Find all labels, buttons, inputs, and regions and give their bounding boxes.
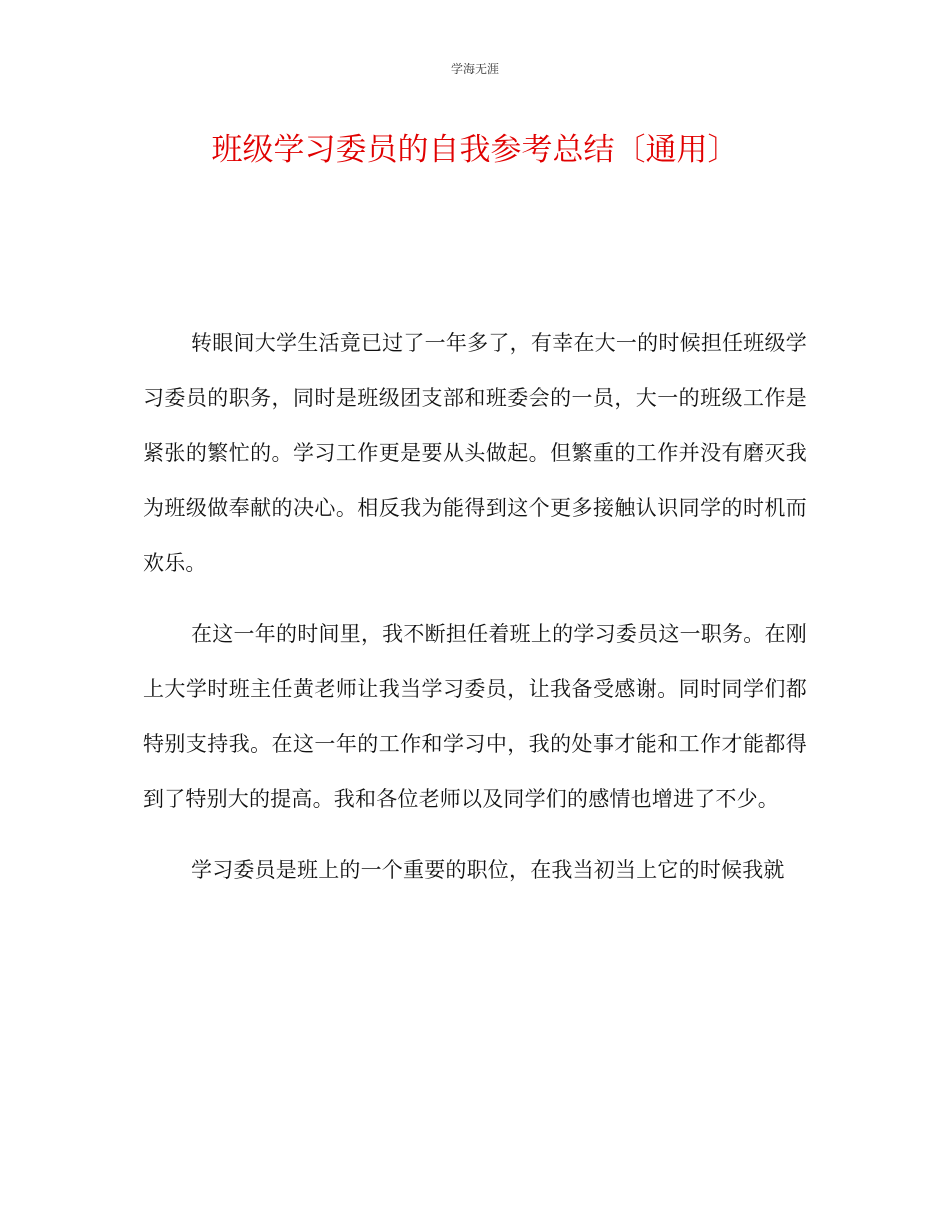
document-body: [143, 316, 807, 898]
paragraph-2: 在这一年的时间里，我不断担任着班上的学习委员这一职务。在刚上大学时班主任黄老师让我当学习委员，让我备受感谢。同时同学们都特别支持我。在这一年的工作和学习中，我的处事才能和工作才能都得到了特别大的提高。我和各位老师以及同学们的感情也增进了不少。: [143, 622, 807, 811]
page-header: 学海无涯: [450, 62, 499, 76]
document-title: 班级学习委员的自我参考总结〔通用〕: [211, 132, 739, 168]
paragraph-3: 学习委员是班上的一个重要的职位，在我当初当上它的时候我就: [191, 858, 785, 882]
paragraph-1: 转眼间大学生活竟已过了一年多了，有幸在大一的时候担任班级学习委员的职务，同时是班级团支部和班委会的一员，大一的班级工作是紧张的繁忙的。学习工作更是要从头做起。但繁重的工作并没有磨灭我为班级做奉献的决心。相反我为能得到这个更多接触认识同学的时机而欢乐。: [143, 331, 807, 575]
